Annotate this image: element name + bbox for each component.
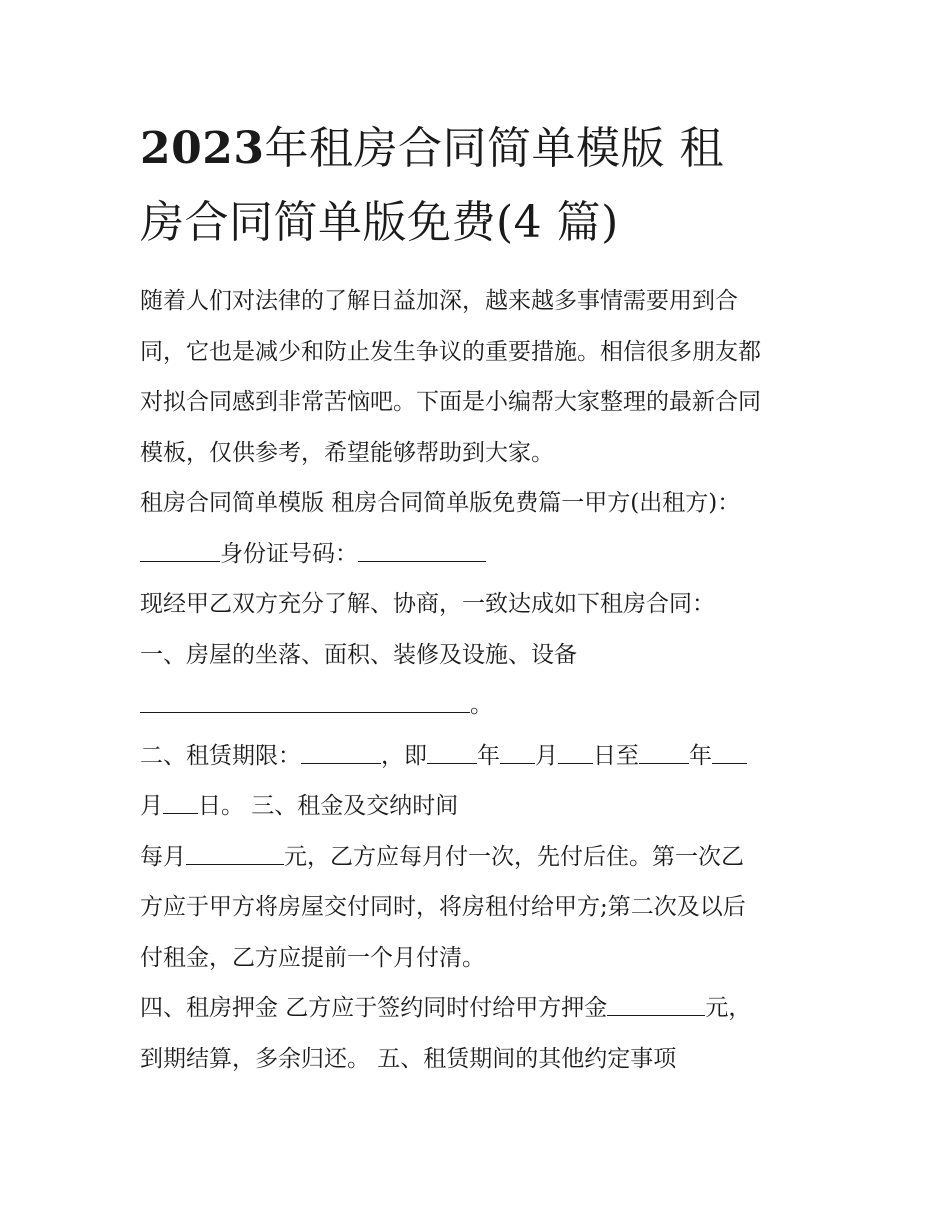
rent-rest: 元，乙方应每月付一次，先付后住。第一次乙: [284, 843, 744, 870]
clause-2: [140, 731, 820, 832]
intro-line: 对拟合同感到非常苦恼吧。下面是小编帮大家整理的最新合同: [140, 389, 761, 415]
deposit-suffix: 元，: [705, 995, 752, 1021]
term-blank: [301, 739, 381, 764]
clause-1-text: 一、房屋的坐落、面积、装修及设施、设备: [140, 641, 577, 668]
property-details-blank: [140, 688, 470, 713]
title-year: 2023: [140, 123, 265, 174]
clause-2-line-1: [140, 731, 820, 782]
deposit-paragraph: [140, 983, 820, 1084]
clause-2-line-2: [140, 781, 820, 832]
start-year-blank: [427, 739, 477, 764]
clause-1: [140, 630, 820, 731]
start-month-blank: [500, 739, 535, 764]
document-body: [140, 276, 820, 1084]
clause-2-month-2: 月: [140, 793, 163, 819]
id-label: 身份证号码：: [220, 540, 358, 567]
rent-paragraph: [140, 832, 820, 984]
rent-line-1: [140, 832, 820, 883]
intro-line: 随着人们对法律的了解日益加深，越来越多事情需要用到合: [140, 288, 738, 314]
clause-1-end: 。: [470, 692, 493, 718]
clause-2-year: 年: [477, 742, 500, 769]
rent-line-3: 付租金，乙方应提前一个月付清。: [140, 944, 485, 971]
clause-2-ji: ，即: [381, 742, 427, 769]
deposit-line-2: 到期结算，多余归还。 五、租赁期间的其他约定事项: [140, 1045, 677, 1072]
document-title: [140, 112, 820, 260]
rent-line-2: 方应于甲方将房屋交付同时，将房租付给甲方;第二次及以后: [140, 894, 746, 920]
clause-1-blank-line: [140, 680, 820, 731]
clause-2-year-2: 年: [689, 742, 712, 769]
section-heading-text: 租房合同简单模版 租房合同简单版免费篇一甲方(出租方)：: [140, 490, 741, 516]
clause-2-end: 日。 三、租金及交纳时间: [198, 793, 459, 819]
id-number-blank: [358, 537, 486, 562]
rent-prefix: 每月: [140, 843, 186, 870]
section-heading: [140, 478, 820, 579]
agreement-text: 现经甲乙双方充分了解、协商，一致达成如下租房合同：: [140, 591, 715, 617]
landlord-name-blank: [140, 537, 220, 562]
title-line-1-text: 年租房合同简单模版 租: [264, 123, 724, 174]
deposit-line-1: [140, 983, 820, 1034]
deposit-amount-blank: [607, 991, 705, 1016]
id-line: [140, 529, 820, 580]
intro-paragraph: [140, 276, 820, 478]
clause-2-prefix: 二、租赁期限：: [140, 742, 301, 769]
end-day-blank: [163, 789, 198, 814]
title-line-1: [140, 112, 820, 186]
deposit-prefix: 四、租房押金 乙方应于签约同时付给甲方押金: [140, 995, 608, 1021]
intro-line: 模板，仅供参考，希望能够帮助到大家。: [140, 439, 554, 466]
clause-2-month: 月: [535, 742, 558, 769]
agreement-paragraph: [140, 579, 820, 630]
clause-2-day-to: 日至: [593, 742, 639, 769]
rent-amount-blank: [186, 840, 284, 865]
start-day-blank: [558, 739, 593, 764]
end-year-blank: [639, 739, 689, 764]
intro-line: 同，它也是减少和防止发生争议的重要措施。相信很多朋友都: [140, 338, 761, 365]
title-line-2: 房合同简单版免费(4 篇): [140, 197, 619, 248]
end-month-blank-a: [712, 739, 747, 764]
